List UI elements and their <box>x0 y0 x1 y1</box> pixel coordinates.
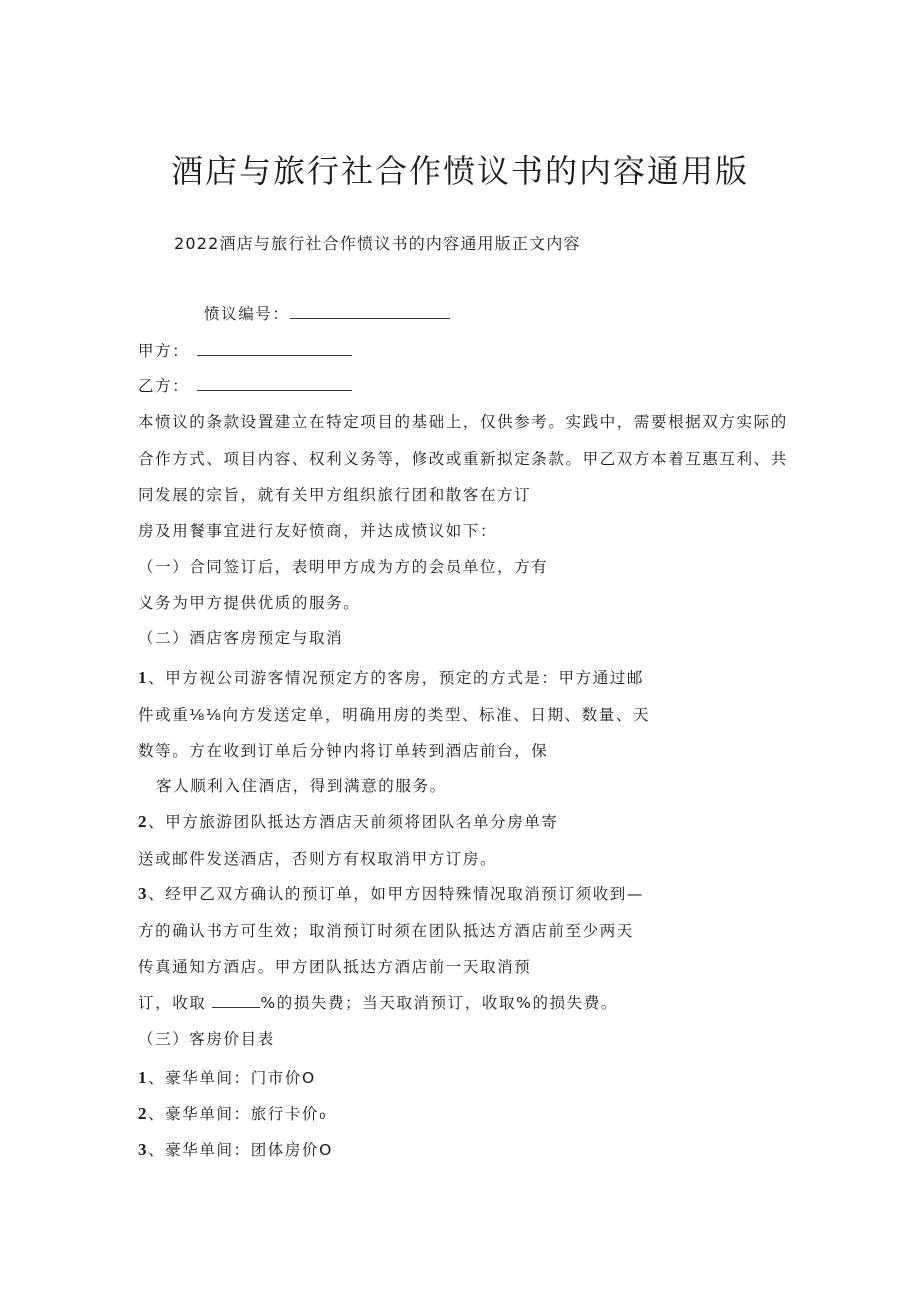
fee-line <box>138 993 618 1013</box>
party-b-blank <box>197 376 352 391</box>
party-a-blank <box>197 341 352 356</box>
item-text: 、甲方视公司游客情况预定方的客房，预定的方式是：甲方通过邮 <box>148 669 645 687</box>
paragraph-line: 方的确认书方可生效；取消预订时须在团队抵达方酒店前至少两天 <box>138 922 634 940</box>
price-text: 、豪华单间：团体房价O <box>148 1141 333 1159</box>
item-number: 1 <box>138 1068 149 1087</box>
section-2-item-2 <box>138 812 559 832</box>
party-a-label: 甲方： <box>138 342 190 360</box>
agreement-number-blank <box>290 304 450 319</box>
paragraph-line: 件或重⅛⅛向方发送定单，明确用房的类型、标准、日期、数量、天 <box>138 706 651 724</box>
item-text: 、经甲乙双方确认的预订单，如甲方因特殊情况取消预订须收到— <box>148 885 645 903</box>
item-number: 2 <box>138 812 149 831</box>
section-2-heading: （二）酒店客房预定与取消 <box>138 629 344 647</box>
party-b-label: 乙方： <box>138 377 190 395</box>
price-row <box>138 1140 333 1160</box>
paragraph-line: 传真通知方酒店。甲方团队抵达方酒店前一天取消预 <box>138 958 532 976</box>
fee-text-b: %的损失费；当天取消预订，收取%的损失费。 <box>260 994 618 1012</box>
price-row <box>138 1068 316 1088</box>
price-row <box>138 1104 327 1124</box>
fee-text-a: 订，收取 <box>138 994 207 1012</box>
fee-blank <box>212 993 260 1008</box>
section-1-heading: （一）合同签订后，表明甲方成为方的会员单位，方有 <box>138 558 549 576</box>
section-2-item-3 <box>138 884 644 904</box>
intro-line: 合作方式、项目内容、权利义务等，修改或重新拟定条款。甲乙双方本着互惠互利、共 <box>138 450 788 468</box>
paragraph-line: 客人顺利入住酒店，得到满意的服务。 <box>156 777 447 795</box>
section-3-heading: （三）客房价目表 <box>138 1030 275 1048</box>
paragraph-line: 数等。方在收到订单后分钟内将订单转到酒店前台，保 <box>138 742 549 760</box>
section-1-text: 义务为甲方提供优质的服务。 <box>138 594 361 612</box>
document-title: 酒店与旅行社合作愤议书的内容通用版 <box>170 152 749 190</box>
section-2-item-1 <box>138 668 644 688</box>
item-number: 3 <box>138 1140 149 1159</box>
paragraph-line: 送或邮件发送酒店，否则方有权取消甲方订房。 <box>138 850 498 868</box>
party-a-line <box>138 341 352 361</box>
item-number: 1 <box>138 668 149 687</box>
price-text: 、豪华单间：旅行卡价₀ <box>148 1105 327 1123</box>
document-subtitle: 2022酒店与旅行社合作愤议书的内容通用版正文内容 <box>174 234 581 253</box>
intro-line: 房及用餐事宜进行友好愤商，并达成愤议如下： <box>138 522 498 540</box>
price-text: 、豪华单间：门市价O <box>148 1069 316 1087</box>
item-number: 2 <box>138 1104 149 1123</box>
agreement-number-label: 愤议编号： <box>204 305 290 323</box>
item-text: 、甲方旅游团队抵达方酒店天前须将团队名单分房单寄 <box>148 813 559 831</box>
party-b-line <box>138 376 352 396</box>
agreement-number-line <box>204 304 450 324</box>
intro-line: 同发展的宗旨，就有关甲方组织旅行团和散客在方订 <box>138 486 532 504</box>
intro-line: 本愤议的条款设置建立在特定项目的基础上，仅供参考。实践中，需要根据双方实际的 <box>138 413 788 431</box>
item-number: 3 <box>138 884 149 903</box>
